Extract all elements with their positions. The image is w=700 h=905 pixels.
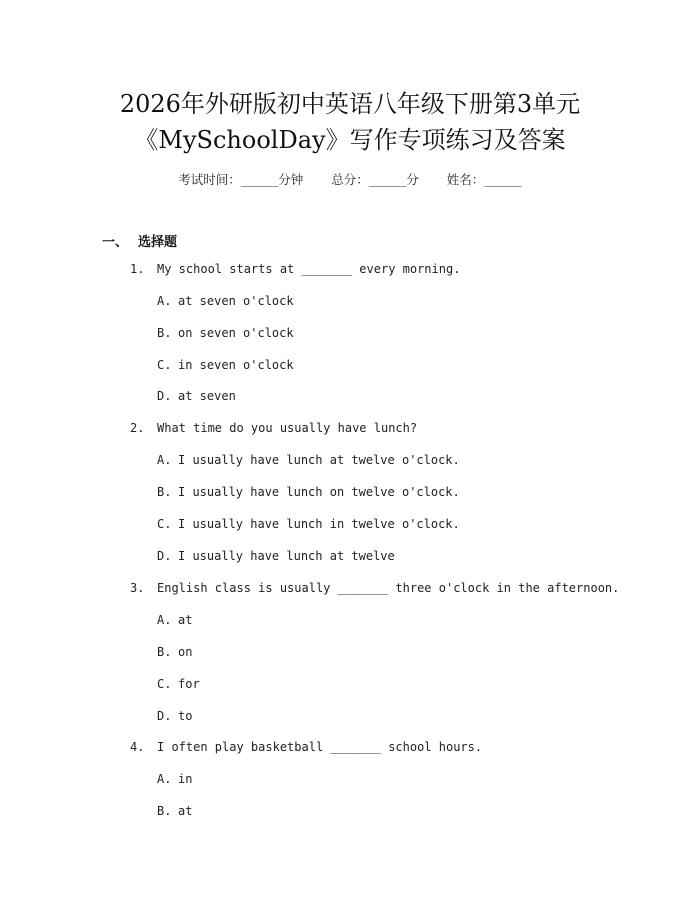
option-letter: D.	[157, 549, 172, 563]
section-number: 一、	[102, 235, 129, 250]
section-heading	[102, 231, 177, 250]
option-letter: A.	[157, 613, 172, 627]
option-letter: D.	[157, 709, 172, 723]
option-text: at seven	[178, 389, 236, 403]
section-title: 选择题	[138, 235, 178, 250]
question-number: 3.	[130, 581, 145, 595]
option-letter: B.	[157, 326, 172, 340]
question-text: I often play basketball _______ school hours.	[157, 740, 483, 754]
option-letter: C.	[157, 517, 172, 531]
total-score-field: 总分：______分	[331, 172, 419, 187]
option-letter: B.	[157, 804, 172, 818]
question-text: My school starts at _______ every morning.	[157, 262, 461, 276]
page-title-line-1: 2026年外研版初中英语八年级下册第3单元	[119, 90, 581, 118]
option-text: in seven o'clock	[178, 358, 294, 372]
question-number: 1.	[130, 262, 145, 276]
option-letter: B.	[157, 645, 172, 659]
option-text: I usually have lunch in twelve o'clock.	[178, 517, 460, 531]
option-letter: A.	[157, 294, 172, 308]
option-letter: C.	[157, 677, 172, 691]
option-text: I usually have lunch on twelve o'clock.	[178, 485, 460, 499]
exam-time-field: 考试时间：______分钟	[178, 172, 304, 187]
option-letter: B.	[157, 485, 172, 499]
page-title-line-2: 《MySchoolDay》写作专项练习及答案	[134, 126, 566, 154]
option-text: in	[178, 772, 193, 786]
option-letter: C.	[157, 358, 172, 372]
option-letter: D.	[157, 389, 172, 403]
option-text: at	[178, 613, 193, 627]
exam-info	[0, 170, 700, 188]
option-text: at	[178, 804, 193, 818]
student-name-field: 姓名：______	[446, 172, 522, 187]
question-text: English class is usually _______ three o'clock in the afternoon.	[157, 581, 620, 595]
option-text: for	[178, 677, 200, 691]
question-text: What time do you usually have lunch?	[157, 421, 418, 435]
option-letter: A.	[157, 772, 172, 786]
option-text: on	[178, 645, 193, 659]
option-text: to	[178, 709, 193, 723]
option-letter: A.	[157, 453, 172, 467]
question-number: 4.	[130, 740, 145, 754]
option-text: on seven o'clock	[178, 326, 294, 340]
option-text: I usually have lunch at twelve	[178, 549, 395, 563]
option-text: I usually have lunch at twelve o'clock.	[178, 453, 460, 467]
question-number: 2.	[130, 421, 145, 435]
option-text: at seven o'clock	[178, 294, 294, 308]
